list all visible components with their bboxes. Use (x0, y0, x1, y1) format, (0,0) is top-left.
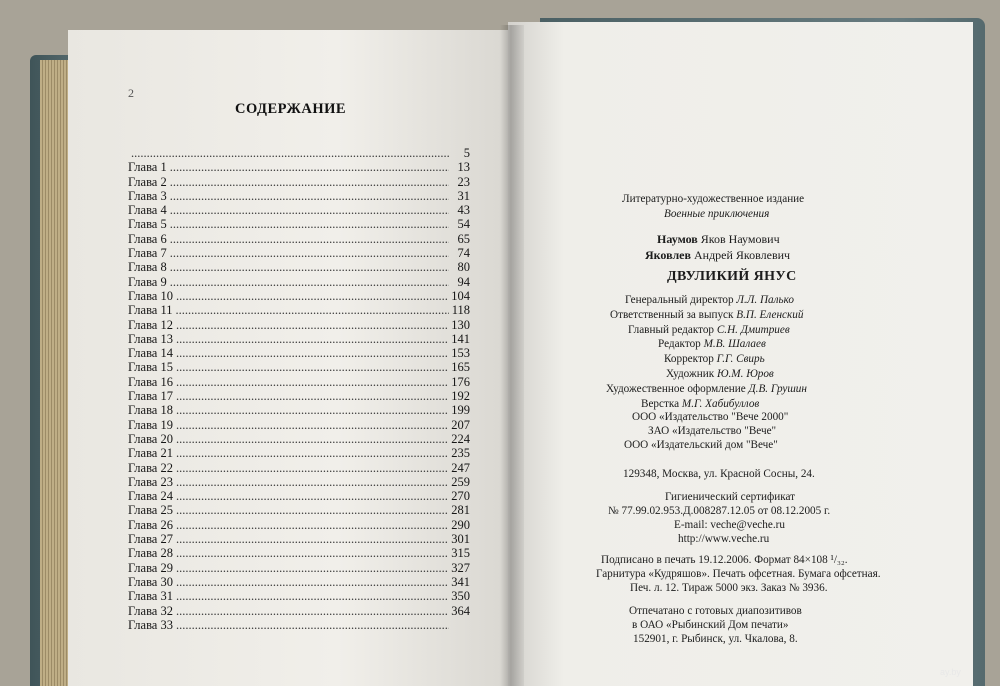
toc-leader-dots (170, 160, 449, 175)
toc-page-number: 235 (451, 446, 470, 461)
credit-name: Ю.М. Юров (716, 368, 774, 380)
toc-page-number: 23 (457, 174, 470, 189)
toc-leader-dots (176, 403, 448, 418)
toc-leader-dots (176, 489, 448, 504)
author1-name: Яков Наумович (700, 232, 780, 246)
toc-page-number: 176 (451, 374, 470, 389)
toc-page-number: 5 (463, 146, 470, 160)
toc-row (128, 403, 470, 417)
toc-leader-dots (170, 275, 449, 290)
toc-leader-dots (176, 575, 448, 590)
author2-surname: Яковлев (645, 248, 691, 262)
credit-line (664, 353, 765, 365)
toc-page-number: 364 (451, 603, 470, 618)
toc-row (128, 418, 470, 432)
toc-page-number: 224 (451, 431, 470, 446)
toc-row (128, 332, 470, 346)
left-page-number: 2 (128, 86, 134, 100)
credit-role: Генеральный директор (625, 294, 734, 306)
toc-chapter-label: Глава 1 (128, 160, 167, 175)
toc-chapter-label: Глава 17 (128, 389, 173, 404)
toc-chapter-label: Глава 2 (128, 174, 167, 189)
toc-leader-dots (176, 303, 449, 318)
toc-chapter-label: Глава 9 (128, 274, 167, 289)
toc-row (128, 489, 470, 503)
credit-name: М.Г. Хабибуллов (681, 397, 760, 410)
toc-row (128, 189, 470, 203)
author1-line (657, 232, 780, 247)
toc-leader-dots (176, 389, 448, 404)
table-of-contents (128, 146, 470, 632)
toc-leader-dots (176, 518, 448, 533)
toc-row (128, 389, 470, 403)
toc-chapter-label: Глава 12 (128, 317, 173, 332)
toc-page-number: 270 (451, 489, 470, 504)
credit-name: М.В. Шалаев (703, 338, 766, 351)
toc-chapter-label: Глава 21 (128, 446, 173, 461)
toc-leader-dots (170, 260, 449, 275)
toc-leader-dots (176, 503, 448, 518)
publisher-1: ООО «Издательство "Вече 2000" (632, 411, 789, 423)
toc-row (128, 432, 470, 446)
toc-leader-dots (176, 461, 448, 476)
toc-row (128, 318, 470, 332)
toc-leader-dots (176, 532, 448, 547)
toc-row (128, 532, 470, 546)
toc-page-number: 118 (451, 303, 470, 318)
hygiene-number: № 77.99.02.953.Д.008287.12.05 от 08.12.2005 г. (608, 505, 831, 517)
toc-page-number: 94 (457, 274, 470, 289)
toc-row (128, 618, 470, 632)
toc-leader-dots (176, 375, 448, 390)
toc-row (128, 289, 470, 303)
toc-row (128, 246, 470, 260)
toc-page-number: 199 (451, 403, 470, 418)
toc-chapter-label: Глава 29 (128, 560, 173, 575)
toc-leader-dots (176, 561, 448, 576)
toc-chapter-label: Глава 19 (128, 417, 173, 432)
printer-line-2: в ОАО «Рыбинский Дом печати» (632, 619, 789, 631)
toc-page-number: 259 (451, 474, 470, 489)
print-line-1: Подписано в печать 19.12.2006. Формат 84×108 ¹/₃₂. (601, 554, 848, 566)
toc-row (128, 146, 470, 160)
toc-leader-dots (176, 360, 448, 375)
toc-page-number: 54 (457, 217, 470, 232)
print-line-3: Печ. л. 12. Тираж 5000 экз. Заказ № 3936. (630, 582, 828, 594)
author2-name: Андрей Яковлевич (693, 248, 791, 262)
toc-leader-dots (176, 289, 448, 304)
toc-page-number: 315 (451, 546, 470, 561)
toc-row (128, 589, 470, 603)
credit-role: Художник (666, 368, 715, 380)
publisher-3: ООО «Издательский дом "Вече" (624, 439, 778, 451)
toc-row (128, 546, 470, 560)
toc-leader-dots (176, 546, 448, 561)
toc-page-number: 301 (451, 532, 470, 547)
toc-page-number: 65 (457, 231, 470, 246)
toc-page-number: 153 (451, 346, 470, 361)
toc-chapter-label: Глава 30 (128, 574, 173, 589)
author1-surname: Наумов (657, 232, 698, 246)
credit-name: Л.Л. Палько (736, 294, 795, 306)
toc-title: СОДЕРЖАНИЕ (235, 101, 347, 117)
credit-name: Д.В. Грушин (748, 382, 807, 395)
toc-chapter-label: Глава 16 (128, 374, 173, 389)
toc-row (128, 360, 470, 374)
toc-chapter-label: Глава 18 (128, 403, 173, 418)
toc-chapter-label: Глава 6 (128, 231, 167, 246)
toc-row (128, 260, 470, 274)
toc-chapter-label: Глава 13 (128, 331, 173, 346)
toc-row (128, 503, 470, 517)
toc-row (128, 575, 470, 589)
print-line-2: Гарнитура «Кудряшов». Печать офсетная. Бумага офсетная. (596, 568, 881, 580)
toc-chapter-label: Глава 26 (128, 517, 173, 532)
credit-name: Г.Г. Свирь (716, 353, 765, 366)
hygiene-title: Гигиенический сертификат (665, 491, 796, 503)
toc-row (128, 604, 470, 618)
toc-row (128, 303, 470, 317)
toc-page-number: 141 (451, 331, 470, 346)
credit-line (625, 294, 794, 306)
toc-chapter-label: Глава 15 (128, 360, 173, 375)
toc-leader-dots (176, 618, 449, 633)
toc-leader-dots (176, 589, 448, 604)
toc-chapter-label: Глава 14 (128, 346, 173, 361)
toc-leader-dots (176, 346, 448, 361)
toc-row (128, 375, 470, 389)
toc-row (128, 475, 470, 489)
toc-page-number: 281 (451, 503, 470, 518)
toc-leader-dots (176, 432, 448, 447)
toc-leader-dots (176, 318, 448, 333)
credit-name: В.П. Еленский (736, 308, 804, 321)
toc-page-number: 192 (451, 389, 470, 404)
book-gutter-shadow (500, 25, 524, 686)
toc-row (128, 217, 470, 231)
toc-row (128, 175, 470, 189)
toc-leader-dots (170, 189, 449, 204)
address-line: 129348, Москва, ул. Красной Сосны, 24. (623, 468, 815, 480)
credit-role: Ответственный за выпуск (610, 308, 734, 321)
toc-leader-dots (176, 446, 448, 461)
credit-role: Редактор (658, 338, 701, 351)
toc-page-number: 247 (451, 460, 470, 475)
toc-row (128, 561, 470, 575)
toc-row (128, 346, 470, 360)
toc-row (128, 446, 470, 460)
credit-role: Художественное оформление (606, 382, 746, 395)
toc-leader-dots (176, 418, 448, 433)
toc-page-number: 74 (457, 246, 470, 261)
toc-page-number: 165 (451, 360, 470, 375)
website-line: http://www.veche.ru (678, 533, 770, 545)
credit-line (641, 398, 759, 410)
toc-row (128, 160, 470, 174)
genre-line: Литературно-художественное издание (622, 193, 805, 205)
credit-line (628, 324, 790, 336)
credit-line (610, 309, 803, 321)
toc-page-number: 104 (451, 288, 470, 303)
toc-chapter-label: Глава 3 (128, 188, 167, 203)
toc-leader-dots (170, 203, 449, 218)
toc-leader-dots (170, 232, 449, 247)
toc-page-number: 31 (457, 188, 470, 203)
credit-name: С.Н. Дмитриев (716, 323, 790, 336)
toc-leader-dots (170, 246, 449, 261)
book-title: ДВУЛИКИЙ ЯНУС (667, 269, 797, 284)
credit-role: Главный редактор (628, 323, 715, 336)
author2-line (645, 248, 790, 263)
series-text: Военные приключения (664, 208, 770, 220)
toc-leader-dots (176, 475, 448, 490)
toc-page-number: 350 (451, 589, 470, 604)
credit-role: Корректор (664, 353, 714, 366)
toc-page-number: 341 (451, 574, 470, 589)
toc-chapter-label: Глава 7 (128, 246, 167, 261)
toc-chapter-label: Глава 33 (128, 617, 173, 632)
credit-line (666, 368, 774, 380)
toc-row (128, 275, 470, 289)
toc-page-number: 290 (451, 517, 470, 532)
printer-line-3: 152901, г. Рыбинск, ул. Чкалова, 8. (633, 633, 798, 645)
toc-chapter-label: Глава 11 (128, 303, 173, 318)
toc-chapter-label: Глава 24 (128, 489, 173, 504)
credit-line (658, 338, 766, 350)
toc-chapter-label: Глава 4 (128, 203, 167, 218)
publisher-2: ЗАО «Издательство "Вече" (648, 425, 777, 437)
toc-chapter-label: Глава 20 (128, 431, 173, 446)
credit-role: Верстка (641, 397, 680, 410)
toc-leader-dots (131, 146, 449, 161)
toc-chapter-label: Глава 5 (128, 217, 167, 232)
toc-page-number: 13 (457, 160, 470, 175)
email-line: E-mail: veche@veche.ru (674, 519, 785, 531)
toc-chapter-label: Глава 23 (128, 474, 173, 489)
toc-page-number: 207 (451, 417, 470, 432)
watermark: ay.by (940, 667, 961, 677)
toc-row (128, 518, 470, 532)
toc-chapter-label: Глава 27 (128, 532, 173, 547)
toc-page-number: 43 (457, 203, 470, 218)
toc-leader-dots (170, 175, 449, 190)
toc-page-number: 80 (457, 260, 470, 275)
toc-leader-dots (176, 332, 448, 347)
toc-leader-dots (170, 217, 449, 232)
toc-page-number: 327 (451, 560, 470, 575)
toc-row (128, 461, 470, 475)
toc-row (128, 232, 470, 246)
toc-chapter-label: Глава 22 (128, 460, 173, 475)
toc-row (128, 203, 470, 217)
toc-page-number: 130 (451, 317, 470, 332)
credit-line (606, 383, 807, 395)
toc-leader-dots (176, 604, 448, 619)
toc-chapter-label: Глава 32 (128, 603, 173, 618)
toc-chapter-label: Глава 10 (128, 288, 173, 303)
toc-chapter-label: Глава 25 (128, 503, 173, 518)
toc-chapter-label: Глава 8 (128, 260, 167, 275)
toc-chapter-label: Глава 31 (128, 589, 173, 604)
toc-chapter-label: Глава 28 (128, 546, 173, 561)
series-line (664, 208, 769, 220)
printer-line-1: Отпечатано с готовых диапозитивов (629, 605, 802, 617)
